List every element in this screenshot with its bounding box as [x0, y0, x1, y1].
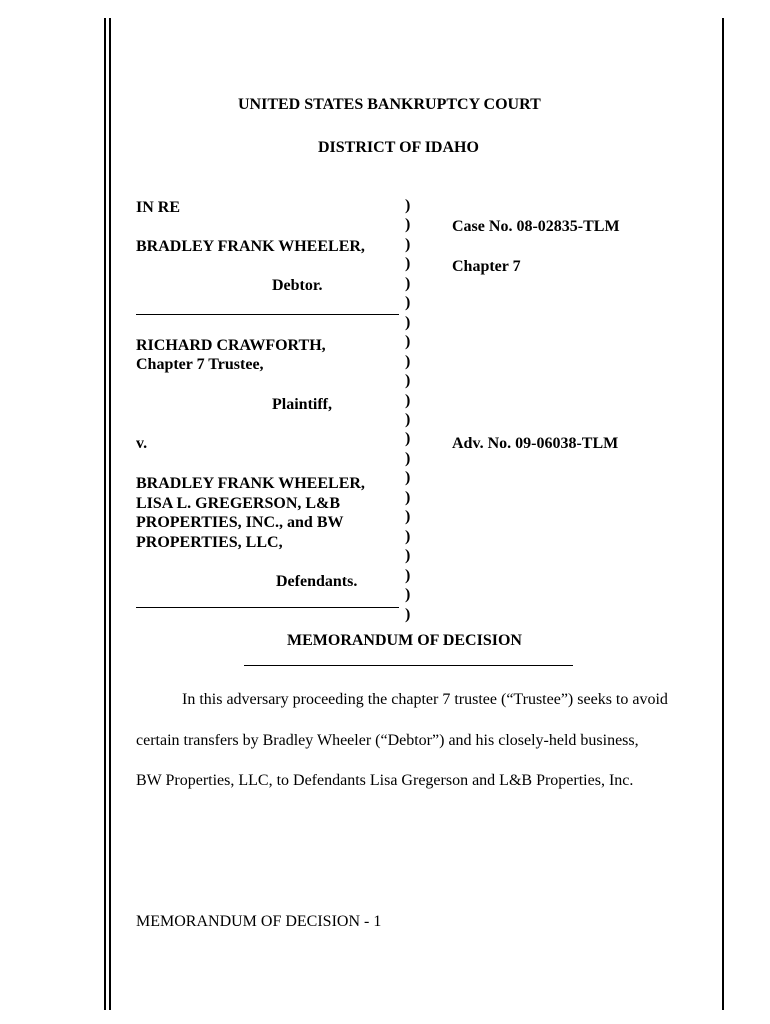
defendant-line-1: BRADLEY FRANK WHEELER, [136, 475, 365, 492]
document-title: MEMORANDUM OF DECISION [287, 632, 522, 649]
paren: ) [405, 391, 411, 409]
right-margin-rule [722, 18, 724, 1010]
paren: ) [405, 216, 411, 234]
adversary-number: Adv. No. 09-06038-TLM [452, 435, 619, 452]
paren: ) [405, 255, 411, 273]
plaintiff-name: RICHARD CRAWFORTH, [136, 337, 326, 354]
defendants-label: Defendants. [276, 573, 358, 590]
body-line-1: In this adversary proceeding the chapter 7 trustee (“Trustee”) seeks to avoid [182, 691, 668, 708]
debtor-label: Debtor. [272, 277, 323, 294]
defendant-line-3: PROPERTIES, INC., and BW [136, 514, 344, 531]
page-footer: MEMORANDUM OF DECISION - 1 [136, 913, 382, 930]
paren: ) [405, 313, 411, 331]
title-underline [244, 665, 573, 666]
paren: ) [405, 410, 411, 428]
caption-divider-2 [136, 607, 399, 608]
body-line-3: BW Properties, LLC, to Defendants Lisa Gregerson and L&B Properties, Inc. [136, 772, 634, 789]
left-margin-rule-outer [104, 18, 106, 1010]
paren: ) [405, 274, 411, 292]
debtor-name: BRADLEY FRANK WHEELER, [136, 238, 365, 255]
caption-parenthesis-column [405, 196, 417, 624]
district-name: DISTRICT OF IDAHO [318, 139, 479, 156]
court-name: UNITED STATES BANKRUPTCY COURT [238, 96, 541, 113]
paren: ) [405, 352, 411, 370]
left-margin-rule-inner [109, 18, 111, 1010]
case-number: Case No. 08-02835-TLM [452, 218, 620, 235]
chapter-label: Chapter 7 [452, 258, 521, 275]
paren: ) [405, 449, 411, 467]
paren: ) [405, 469, 411, 487]
paren: ) [405, 235, 411, 253]
paren: ) [405, 372, 411, 390]
in-re-label: IN RE [136, 199, 181, 216]
paren: ) [405, 430, 411, 448]
defendant-line-2: LISA L. GREGERSON, L&B [136, 495, 341, 512]
plaintiff-label: Plaintiff, [272, 396, 332, 413]
defendant-line-4: PROPERTIES, LLC, [136, 534, 283, 551]
paren: ) [405, 197, 411, 214]
paren: ) [405, 547, 411, 565]
paren: ) [405, 488, 411, 506]
paren: ) [405, 294, 411, 312]
plaintiff-role: Chapter 7 Trustee, [136, 356, 264, 373]
paren: ) [405, 566, 411, 584]
paren: ) [405, 333, 411, 351]
versus-label: v. [136, 435, 148, 452]
paren: ) [405, 508, 411, 526]
paren: ) [405, 586, 411, 604]
paren: ) [405, 605, 411, 623]
paren: ) [405, 527, 411, 545]
body-line-2: certain transfers by Bradley Wheeler (“Debtor”) and his closely-held business, [136, 732, 639, 749]
caption-divider-1 [136, 314, 399, 315]
